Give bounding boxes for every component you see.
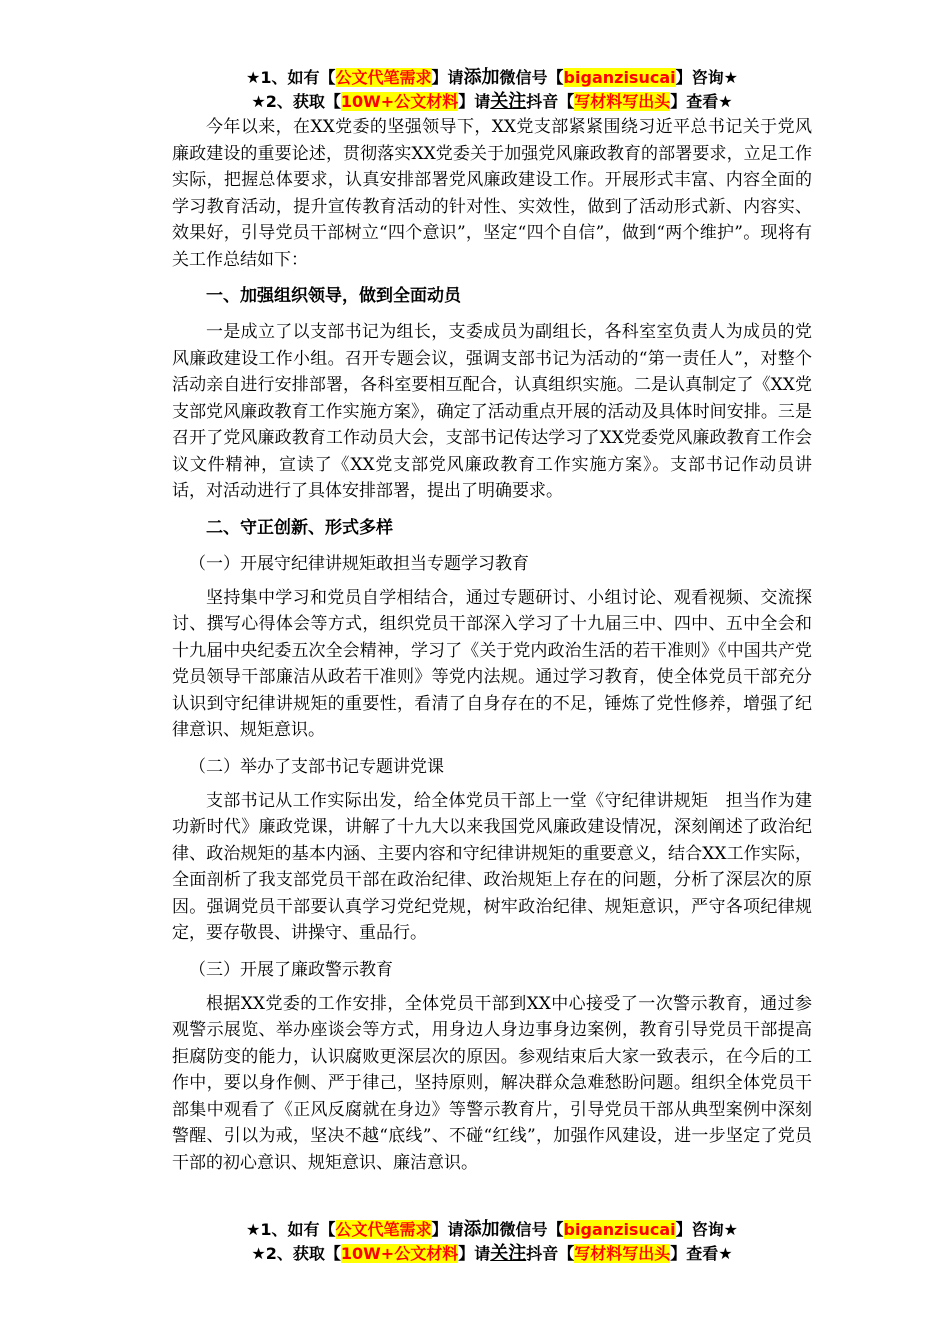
star-icon: ★ [251, 1244, 266, 1263]
highlight-writing-service: 公文代笔需求 [335, 1220, 432, 1239]
section-heading-2: 二、守正创新、形式多样 [206, 517, 393, 538]
star-icon: ★ [246, 68, 261, 87]
subsection-heading-2: （二）举办了支部书记专题讲党课 [189, 756, 444, 777]
highlight-writing-service: 公文代笔需求 [335, 68, 432, 87]
highlight-materials: 10W+公文材料 [340, 92, 459, 111]
ad-banner-bottom [172, 1218, 812, 1266]
subsection-heading-3: （三）开展了廉政警示教育 [189, 959, 393, 980]
ad-banner-top [172, 66, 812, 114]
intro-paragraph: 今年以来，在XX党委的坚强领导下，XX党支部紧紧围绕习近平总书记关于党风廉政建设的重要论述，贯彻落实XX党委关于加强党风廉政教育的部署要求，立足工作实际，把握总体要求，认真安排部署党风廉政建设工作。开展形式丰富、内容全面的学习教育活动，提升宣传教育活动的针对性、实效性，做到了活动形式新、内容实、效果好，引导党员干部树立“四个意识”，坚定“四个自信”，做到“两个维护”。现将有关工作总结如下： [172, 117, 812, 270]
subsection-2-paragraph: 支部书记从工作实际出发，给全体党员干部上一堂《守纪律讲规矩 担当作为建功新时代》廉政党课，讲解了十九大以来我国党风廉政建设情况，深刻阐述了政治纪律、政治规矩的基本内涵、主要内容和守纪律讲规矩的重要意义，结合XX工作实际，全面剖析了我支部党员干部在政治纪律、政治规矩上存在的问题，分析了深层次的原因。强调党员干部要认真学习党纪党规，树牢政治纪律、规矩意识，严守各项纪律规定，要存敬畏、讲操守、重品行。 [172, 790, 812, 943]
ad-line-1: ★1、如有【公文代笔需求】请添加微信号【biganzisucai】咨询★ [246, 67, 738, 88]
star-icon: ★ [246, 1220, 261, 1239]
highlight-wechat-id: biganzisucai [563, 68, 676, 87]
highlight-douyin-account: 写材料写出头 [574, 92, 671, 111]
ad-line-2: ★2、获取【10W+公文材料】请关注抖音【写材料写出头】查看★ [251, 1243, 733, 1264]
highlight-wechat-id: biganzisucai [563, 1220, 676, 1239]
subsection-heading-1: （一）开展守纪律讲规矩敢担当专题学习教育 [189, 553, 529, 574]
highlight-douyin-account: 写材料写出头 [574, 1244, 671, 1263]
subsection-3-paragraph: 根据XX党委的工作安排，全体党员干部到XX中心接受了一次警示教育，通过参观警示展览、举办座谈会等方式，用身边人身边事身边案例，教育引导党员干部提高拒腐防变的能力，认识腐败更深层次的原因。参观结束后大家一致表示，在今后的工作中，要以身作侧、严于律己，坚持原则，解决群众急难愁盼问题。组织全体党员干部集中观看了《正风反腐就在身边》等警示教育片，引导党员干部从典型案例中深刻警醒、引以为戒，坚决不越“底线”、不碰“红线”，加强作风建设，进一步坚定了党员干部的初心意识、规矩意识、廉洁意识。 [172, 993, 812, 1173]
section-heading-1: 一、加强组织领导，做到全面动员 [206, 286, 461, 306]
highlight-materials: 10W+公文材料 [340, 1244, 459, 1263]
ad-line-1: ★1、如有【公文代笔需求】请添加微信号【biganzisucai】咨询★ [246, 1219, 738, 1240]
star-icon: ★ [251, 92, 266, 111]
section-1-paragraph: 一是成立了以支部书记为组长，支委成员为副组长，各科室室负责人为成员的党风廉政建设工作小组。召开专题会议，强调支部书记为活动的“第一责任人”，对整个活动亲自进行安排部署，各科室要相互配合，认真组织实施。二是认真制定了《XX党支部党风廉政教育工作实施方案》，确定了活动重点开展的活动及具体时间安排。三是召开了党风廉政教育工作动员大会，支部书记传达学习了XX党委党风廉政教育工作会议文件精神，宣读了《XX党支部党风廉政教育工作实施方案》。支部书记作动员讲话，对活动进行了具体安排部署，提出了明确要求。 [172, 322, 812, 501]
ad-line-2: ★2、获取【10W+公文材料】请关注抖音【写材料写出头】查看★ [251, 91, 733, 112]
subsection-1-paragraph: 坚持集中学习和党员自学相结合，通过专题研讨、小组讨论、观看视频、交流探讨、撰写心得体会等方式，组织党员干部深入学习了十九届三中、四中、五中全会和十九届中央纪委五次全会精神，学习了《关于党内政治生活的若干准则》《中国共产党党员领导干部廉洁从政若干准则》等党内法规。通过学习教育，使全体党员干部充分认识到守纪律讲规矩的重要性，看清了自身存在的不足，锤炼了党性修养，增强了纪律意识、规矩意识。 [172, 587, 812, 740]
document-page [172, 66, 812, 1176]
